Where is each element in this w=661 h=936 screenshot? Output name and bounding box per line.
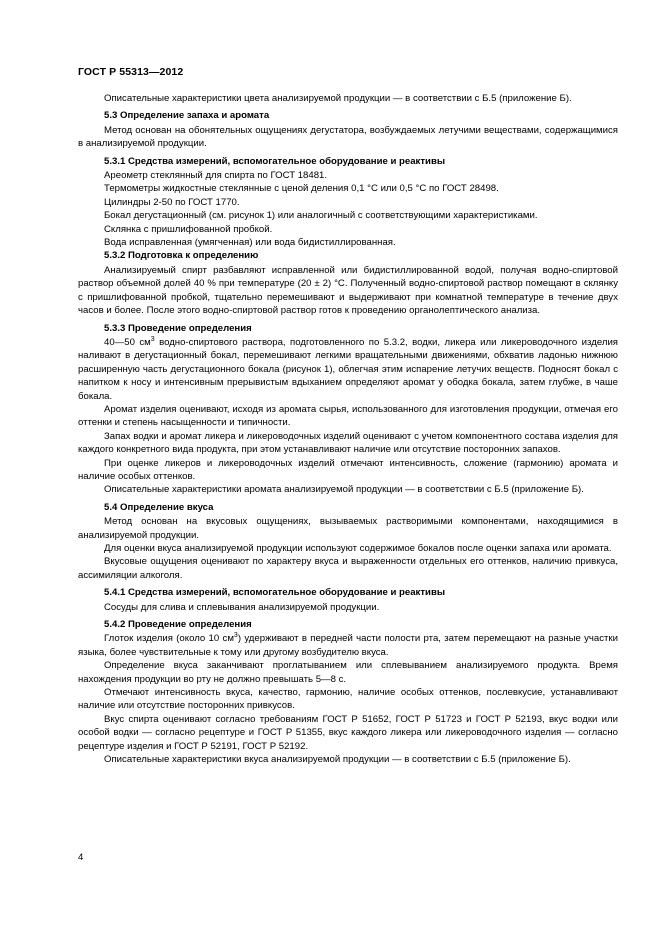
equipment-item: Склянка с пришлифованной пробкой. bbox=[104, 223, 273, 235]
equipment-item: Термометры жидкостные стеклянные с ценой деления 0,1 °С или 0,5 °С по ГОСТ 28498. bbox=[104, 183, 499, 195]
paragraph-5-4-2-c: Отмечают интенсивность вкуса, качество, гармонию, наличие особых оттенков, послевкусие, устанавливают наличие или отсутствие посторонних привкусов. bbox=[78, 687, 618, 712]
document-body bbox=[78, 92, 618, 767]
equipment-item: Бокал дегустационный (см. рисунок 1) или аналогичный с соответствующими характеристиками. bbox=[104, 210, 538, 222]
heading-5-3-3: 5.3.3 Проведение определения bbox=[104, 322, 252, 334]
paragraph-5-3-3-e: Описательные характеристики аромата анализируемой продукции — в соответствии с Б.5 (приложение Б). bbox=[104, 484, 584, 496]
equipment-item: Ареометр стеклянный для спирта по ГОСТ 18481. bbox=[104, 170, 328, 182]
paragraph-color-description: Описательные характеристики цвета анализируемой продукции — в соответствии с Б.5 (приложение Б). bbox=[104, 93, 572, 104]
paragraph-5-4-1: Сосуды для слива и сплевывания анализируемой продукции. bbox=[104, 601, 380, 613]
paragraph-5-4-2-d: Вкус спирта оценивают согласно требованиям ГОСТ Р 51652, ГОСТ Р 51723 и ГОСТ Р 52193, вкус водки или особой водки — согласно рецептуре и ГОСТ Р 51355, вкус каждого ликера или ликероводочного изделия — согласно рецептуре изделия и ГОСТ Р 52191, ГОСТ Р 52192. bbox=[78, 713, 618, 752]
paragraph-5-4-b: Для оценки вкуса анализируемой продукции используют содержимое бокалов после оценки запаха или аромата. bbox=[104, 543, 612, 554]
equipment-item: Вода исправленная (умягченная) или вода бидистиллированная. bbox=[104, 237, 396, 249]
paragraph-5-4-2-e: Описательные характеристики вкуса анализируемой продукции — в соответствии с Б.5 (приложение Б). bbox=[104, 754, 571, 766]
paragraph-5-4-a: Метод основан на вкусовых ощущениях, вызываемых растворимыми компонентами, находящимися в анализируемой продукции. bbox=[78, 516, 618, 541]
paragraph-5-4-c: Вкусовые ощущения оценивают по характеру вкуса и выраженности отдельных его оттенков, наличию привкуса, ассимиляции алкоголя. bbox=[78, 556, 618, 581]
equipment-item: Цилиндры 2-50 по ГОСТ 1770. bbox=[104, 196, 240, 208]
heading-5-3: 5.3 Определение запаха и аромата bbox=[104, 110, 270, 122]
document-header: ГОСТ Р 55313—2012 bbox=[78, 66, 184, 78]
heading-5-3-1: 5.3.1 Средства измерений, вспомогательное оборудование и реактивы bbox=[104, 155, 446, 167]
heading-5-4: 5.4 Определение вкуса bbox=[104, 501, 214, 513]
paragraph-5-3-3-b: Аромат изделия оценивают, исходя из аромата сырья, использованного для изготовления продукции, отмечая его оттенки и степень насыщенности и типичности. bbox=[78, 403, 618, 429]
paragraph-5-4-2-a: Глоток изделия (около 10 $см^3$) удерживают в передней части полости рта, затем перемещают на разные участки языка, более чувствительные к тому или другому возбудителю вкуса. bbox=[78, 632, 618, 658]
paragraph-5-3-3-a: 40—50 $см^3$ водно-спиртового раствора, подготовленного по 5.3.2, водки, ликера или ликероводочного изделия наливают в дегустационный бокал, перемешивают легкими вращательными движениями, обхватив ладонью нижнюю расширенную часть дегустационного бокала (рисунок 1), облегчая этим испарение летучих веществ. Подносят бокал с напитком к носу и интенсивным прерывистым вдыханием определяют аромат у ободка бокала, затем глубже, в чаше бокала. bbox=[78, 335, 618, 402]
paragraph-5-3-3-d: При оценке ликеров и ликероводочных изделий отмечают интенсивность, сложение (гармонию) аромата и наличие особых оттенков. bbox=[78, 457, 618, 482]
heading-5-3-2: 5.3.2 Подготовка к определению bbox=[104, 250, 259, 262]
heading-5-4-1: 5.4.1 Средства измерений, вспомогательное оборудование и реактивы bbox=[104, 587, 446, 599]
paragraph-5-3-method: Метод основан на обонятельных ощущениях дегустатора, возбуждаемых летучими веществами, содержащимися в анализируемой продукции. bbox=[78, 124, 618, 150]
heading-5-4-2: 5.4.2 Проведение определения bbox=[104, 619, 252, 631]
page-number: 4 bbox=[78, 852, 84, 863]
paragraph-5-4-2-b: Определение вкуса заканчивают проглатыванием или сплевыванием анализируемого продукта. Время нахождения продукции во рту не должно превышать 5—8 с. bbox=[78, 660, 618, 685]
paragraph-5-3-2: Анализируемый спирт разбавляют исправленной или бидистиллированной водой, получая водно-спиртовой раствор объемной долей 40 % при температуре (20 ± 2) °С. Полученный водно-спиртовой раствор помещают в склянку с пришлифованной пробкой, тщательно перемешивают и выдерживают при комнатной температуре в течение двух часов и более. После этого водно-спиртовой раствор готов к проведению органолептического анализа. bbox=[78, 264, 618, 317]
paragraph-5-3-3-c: Запах водки и аромат ликера и ликероводочных изделий оценивают с учетом компонентного состава изделия для каждого конкретного вида продукта, при этом устанавливают наличие или отсутствие посторонних запахов. bbox=[78, 430, 618, 456]
